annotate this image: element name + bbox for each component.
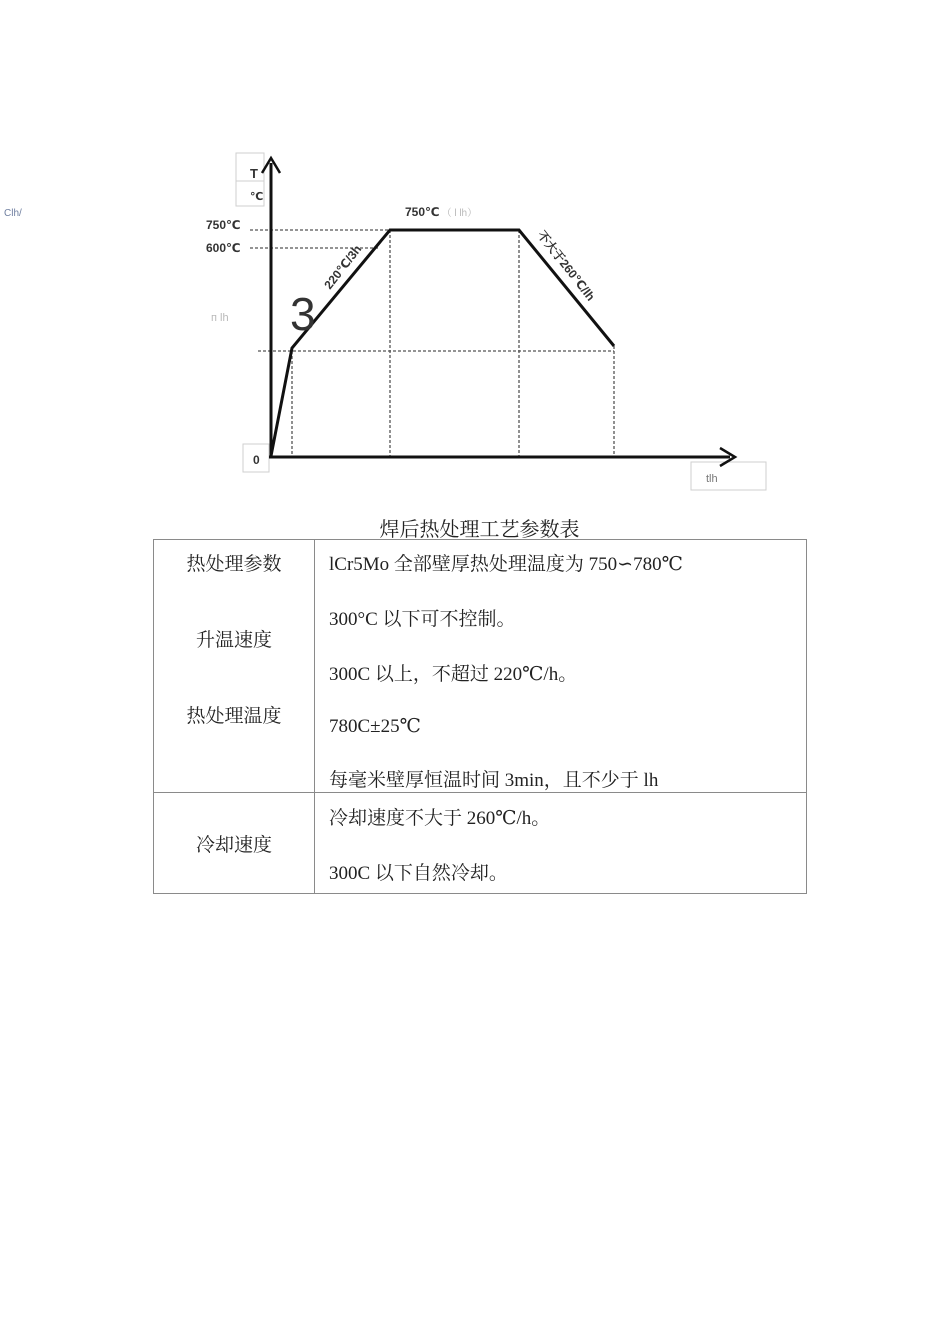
heat-treatment-curve-diagram [0, 0, 950, 500]
margin-note: Clh/ [4, 208, 22, 219]
param-value: 300°C 以下可不控制。 [329, 609, 516, 630]
param-value: 300C 以上，不超过 220℃/h。 [329, 664, 578, 685]
plateau-suffix: （ l lh） [441, 208, 478, 219]
table-row [154, 793, 807, 894]
param-value: 300C 以下自然冷却。 [329, 863, 508, 884]
param-value: 冷却速度不大于 260℃/h。 [329, 808, 551, 829]
x-label-box [691, 462, 766, 490]
param-names-cell [154, 793, 315, 894]
parameter-table [153, 539, 807, 894]
heating-rate-label: 220℃/3h [321, 242, 365, 292]
param-name: 热处理参数 [186, 554, 282, 575]
param-names-cell [154, 540, 315, 793]
tick-750: 750℃ [206, 218, 241, 232]
y-axis-unit: ℃ [250, 191, 264, 203]
param-values-cell [315, 540, 807, 793]
table-caption: 焊后热处理工艺参数表 [379, 519, 580, 541]
faint-left-label: п lh [211, 312, 229, 324]
param-name: 冷却速度 [195, 834, 272, 856]
x-axis-label: tlh [706, 473, 718, 485]
param-name: 热处理温度 [186, 706, 282, 727]
origin-label: 0 [253, 453, 260, 467]
param-value: 每毫米壁厚恒温时间 3min，且不少于 lh [329, 770, 659, 791]
param-value: 780C±25℃ [329, 716, 421, 737]
table-row [154, 540, 807, 793]
overlay-number: 3 [290, 288, 316, 340]
param-name: 升温速度 [195, 630, 272, 651]
plateau-temp: 750℃ [405, 205, 440, 219]
plateau-label [405, 205, 477, 219]
cooling-rate-label: 不大于260℃/lh [534, 228, 598, 304]
param-value: lCr5Mo 全部壁厚热处理温度为 750∽780℃ [329, 554, 683, 575]
tick-600: 600℃ [206, 241, 241, 255]
y-axis-label: T [250, 166, 258, 181]
param-values-cell [315, 793, 807, 894]
